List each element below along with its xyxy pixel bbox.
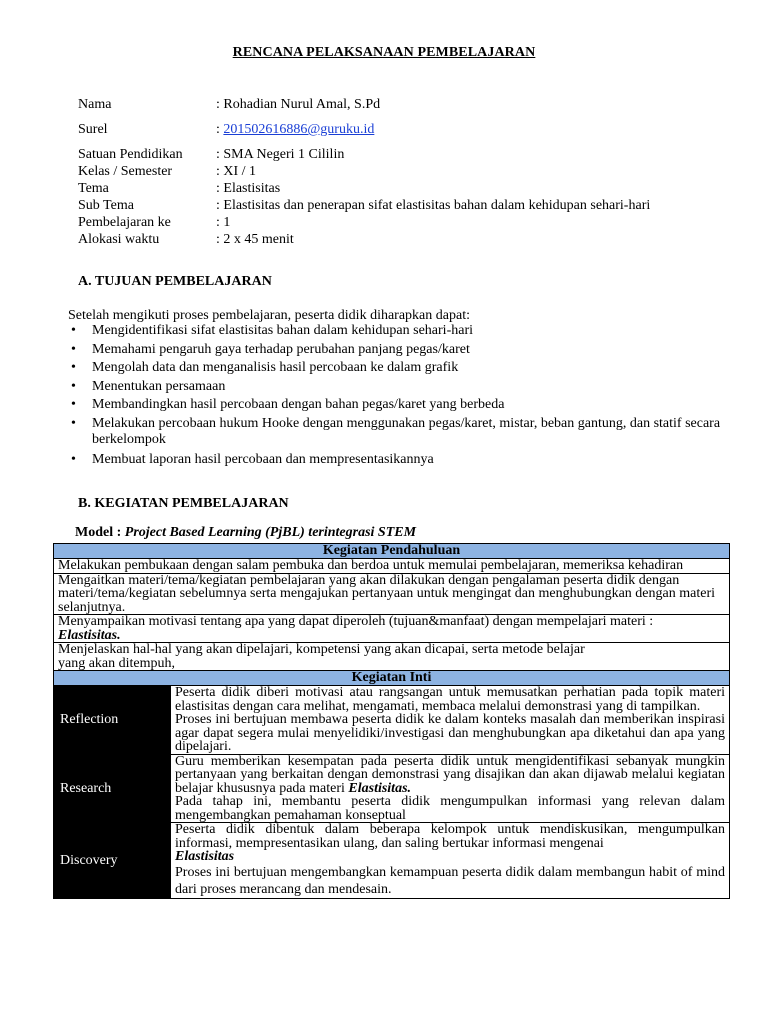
list-item (68, 323, 728, 339)
info-value: : Elastisitas (216, 181, 281, 196)
bullet-icon: • (71, 378, 76, 394)
model-value: Project Based Learning (PjBL) terintegrasi STEM (124, 525, 417, 540)
list-item (68, 360, 728, 376)
section-a-heading: A. TUJUAN PEMBELAJARAN (78, 274, 272, 289)
info-row-surel (78, 121, 650, 138)
info-label: Tema (78, 181, 109, 196)
bullet-icon: • (71, 415, 76, 431)
paragraph: Proses ini bertujuan membawa peserta didik ke dalam konteks masalah dan memberikan inspirasi agar dapat segera mulai menyelidiki/investigasi dan menghubungkan apa diketahui dan apa yang dipelajari. (175, 712, 725, 754)
info-value: : Elastisitas dan penerapan sifat elastisitas bahan dalam kehidupan sehari-hari (216, 198, 651, 213)
table-row: Melakukan pembukaan dengan salam pembuka dan berdoa untuk memulai pembelajaran, memeriksa kehadiran (54, 559, 730, 574)
objectives-list (68, 323, 728, 470)
info-row-nama (78, 96, 650, 113)
phase-content-reflection (171, 686, 730, 755)
info-row-subtema (78, 197, 650, 214)
paragraph: Pada tahap ini, membantu peserta didik mengumpulkan informasi yang relevan dalam mengembangkan pemahaman konseptual (175, 794, 725, 823)
info-value: : XI / 1 (216, 164, 257, 179)
paragraph-emphasis: Elastisitas (175, 849, 235, 864)
row-text: Menjelaskan hal-hal yang akan dipelajari, kompetensi yang akan dicapai, serta metode belajar (58, 642, 585, 657)
list-item-text: Menentukan persamaan (92, 378, 226, 394)
paragraph-emphasis: Elastisitas. (348, 780, 412, 796)
section-b-heading: B. KEGIATAN PEMBELAJARAN (78, 496, 289, 511)
email-link[interactable]: 201502616886@guruku.id (223, 122, 375, 137)
phase-label-discovery: Discovery (54, 823, 171, 899)
phase-content-research (171, 754, 730, 823)
model-label: Model : (75, 525, 125, 540)
colon: : (216, 122, 224, 137)
model-line (75, 525, 416, 541)
row-text: Menyampaikan motivasi tentang apa yang dapat diperoleh (tujuan&manfaat) dengan mempelajari materi : (58, 614, 654, 629)
paragraph-text: Guru memberikan kesempatan pada peserta didik untuk mengidentifikasi sebanyak mungkin pertanyaan yang berkaitan dengan demonstrasi yang disajikan dan akan dijawab melalui kegiatan belajar khususnya pada materi (175, 753, 725, 796)
paragraph: Peserta didik dibentuk dalam beberapa kelompok untuk mendiskusikan, mengumpulkan informasi, mempresentasikan ulang, dan saling bertukar informasi mengenai (175, 822, 725, 851)
info-row-kelas (78, 163, 650, 180)
row-text: yang akan ditempuh, (58, 655, 176, 671)
row-emphasis: Elastisitas. (58, 627, 121, 643)
info-row-alokasi (78, 231, 650, 248)
list-item-text: Mengolah data dan menganalisis hasil percobaan ke dalam grafik (92, 360, 459, 375)
list-item-text: Memahami pengaruh gaya terhadap perubahan panjang pegas/karet (92, 341, 470, 357)
bullet-icon: • (71, 397, 76, 412)
identity-block (78, 96, 650, 248)
paragraph (175, 755, 725, 796)
info-label: Kelas / Semester (78, 164, 173, 179)
bullet-icon: • (71, 451, 76, 467)
list-item-text: Membandingkan hasil percobaan dengan bahan pegas/karet yang berbeda (92, 397, 505, 412)
bullet-icon: • (71, 323, 76, 338)
list-item (68, 452, 728, 468)
bullet-icon: • (71, 360, 76, 375)
pendahuluan-header: Kegiatan Pendahuluan (54, 544, 730, 559)
phase-content-discovery (171, 823, 730, 899)
info-row-tema (78, 180, 650, 197)
objectives-intro: Setelah mengikuti proses pembelajaran, peserta didik diharapkan dapat: (68, 308, 470, 323)
list-item (68, 379, 728, 395)
info-row-pembelajaran (78, 214, 650, 231)
list-item-text: Mengidentifikasi sifat elastisitas bahan dalam kehidupan sehari-hari (92, 323, 473, 338)
info-value: : SMA Negeri 1 Cililin (216, 147, 345, 162)
table-row: Mengaitkan materi/tema/kegiatan pembelajaran yang akan dilakukan dengan pengalaman peserta didik dengan materi/tema/kegiatan sebelumnya serta mengajukan pertanyaan untuk mengingat dan menghubungkan dengan materi selanjutnya. (54, 573, 730, 615)
info-label: Sub Tema (78, 198, 134, 213)
paragraph: Peserta didik diberi motivasi atau rangsangan untuk memusatkan perhatian pada topik materi elastisitas dengan cara melihat, mengamati, membaca melalui demonstrasi yang di tampilkan. (175, 685, 725, 714)
paragraph-emphasis-line (175, 850, 725, 864)
phase-label-research: Research (54, 754, 171, 823)
list-item-text: Membuat laporan hasil percobaan dan mempresentasikannya (92, 451, 434, 467)
table-row (54, 643, 730, 671)
info-label: Alokasi waktu (78, 232, 160, 247)
info-value: : 1 (216, 215, 231, 230)
info-value: : Rohadian Nurul Amal, S.Pd (216, 97, 381, 112)
list-item (68, 397, 728, 413)
phase-label-reflection: Reflection (54, 686, 171, 755)
info-label: Satuan Pendidikan (78, 147, 183, 162)
info-value (216, 121, 374, 138)
bullet-icon: • (71, 341, 76, 357)
info-row-satuan (78, 146, 650, 163)
info-label: Surel (78, 122, 108, 137)
inti-header: Kegiatan Inti (54, 671, 730, 686)
activities-table (53, 543, 730, 899)
document-title: RENCANA PELAKSANAAN PEMBELAJARAN (232, 45, 536, 60)
info-value: : 2 x 45 menit (216, 232, 294, 247)
list-item-text: Melakukan percobaan hukum Hooke dengan menggunakan pegas/karet, mistar, beban gantung, dan statif secara berkelompok (92, 415, 721, 447)
list-item (68, 416, 728, 448)
info-label: Pembelajaran ke (78, 215, 171, 230)
table-row (54, 615, 730, 643)
paragraph: Proses ini bertujuan mengembangkan kemampuan peserta didik dalam membangun habit of mind dari proses merancang dan mendesain. (175, 864, 725, 897)
info-label: Nama (78, 97, 112, 112)
list-item (68, 342, 728, 358)
